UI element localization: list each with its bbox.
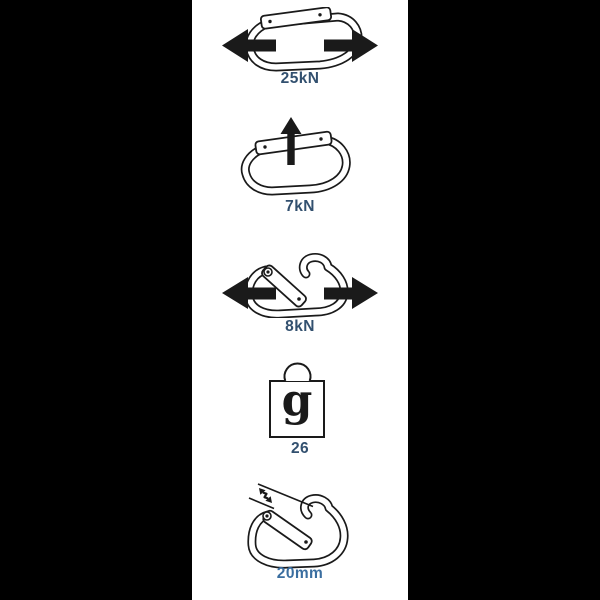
carabiner-gate-opening-measure-icon — [192, 471, 408, 569]
major-axis-strength-label: 25kN — [280, 70, 320, 87]
weight-label: 26 — [290, 440, 310, 457]
gate-open-strength-label: 8kN — [285, 318, 315, 335]
minor-axis-strength-label: 7kN — [285, 198, 315, 215]
spec-panel — [192, 0, 408, 600]
carabiner-open-gate-horizontal-arrows-icon — [192, 246, 408, 318]
carabiner-vertical-arrow-icon — [192, 108, 408, 200]
measure-arrow-icon — [259, 488, 272, 503]
gram-symbol: g — [281, 375, 313, 426]
carabiner-gate — [260, 7, 331, 29]
gate-opening-label: 20mm — [276, 565, 324, 582]
carabiner-closed-horizontal-arrows-icon — [192, 7, 408, 73]
weight-icon — [192, 361, 408, 439]
